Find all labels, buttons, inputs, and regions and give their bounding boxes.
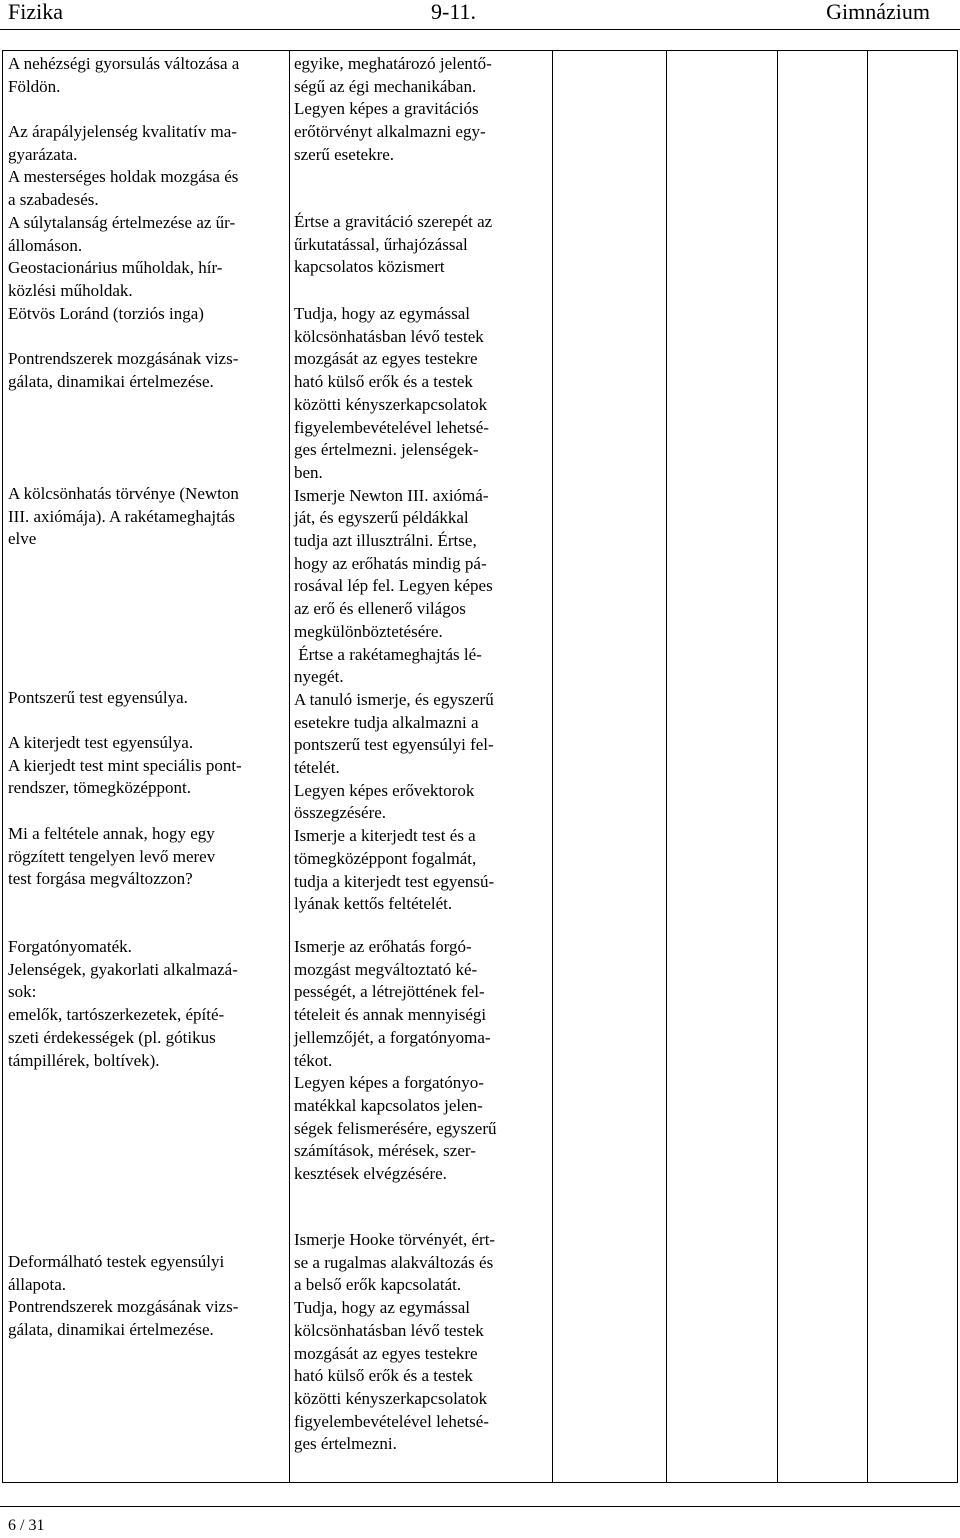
text-line: esetekre tudja alkalmazni a [294, 712, 479, 732]
text-line: ges értelmezni. [294, 1434, 397, 1454]
text-line: ségek felismerésére, egyszerű [294, 1118, 497, 1138]
column-divider [867, 51, 868, 1482]
text-line: számítások, mérések, szer- [294, 1141, 476, 1161]
text-line: pességét, a létrejöttének fel- [294, 982, 485, 1002]
text-line: tételét. [294, 758, 340, 778]
text-line: Jelenségek, gyakorlati alkalmazá- [8, 959, 238, 979]
text-line: A tanuló ismerje, és egyszerű [294, 689, 494, 709]
text-line: ben. [294, 462, 323, 482]
text-line: Értse a rakétameghajtás lé- [294, 644, 482, 664]
text-line: kapcsolatos közismert [294, 257, 445, 277]
text-line: Eötvös Loránd (torziós inga) [8, 303, 204, 323]
text-line: Deformálható testek egyensúlyi [8, 1252, 225, 1271]
text-line: rosával lép fel. Legyen képes [294, 576, 493, 596]
text-line: A mesterséges holdak mozgása és [8, 167, 239, 187]
text-line: kölcsönhatásban lévő testek [294, 1320, 484, 1340]
text-line: figyelembevételével lehetsé- [294, 1411, 489, 1431]
text-line: az erő és ellenerő világos [294, 599, 466, 619]
text-line: szeti érdekességek (pl. gótikus [8, 1027, 216, 1047]
text-block [8, 936, 238, 1072]
text-block [294, 53, 492, 167]
header-school: Gimnázium [826, 0, 930, 24]
text-line: közötti kényszerkapcsolatok [294, 394, 488, 414]
text-line: tudja a kiterjedt test egyensú- [294, 871, 495, 891]
text-line: Mi a feltétele annak, hogy egy [8, 824, 215, 843]
text-line: tételeit és annak mennyiségi [294, 1005, 487, 1025]
text-line: egyike, meghatározó jelentő- [294, 54, 492, 73]
text-line: közötti kényszerkapcsolatok [294, 1388, 488, 1408]
text-line: se a rugalmas alakváltozás és [294, 1252, 494, 1272]
text-line: ható külső erők és a testek [294, 1366, 473, 1386]
text-line: a szabadesés. [8, 190, 99, 210]
text-block [8, 348, 238, 393]
text-line: ját, és egyszerű példákkal [294, 508, 469, 528]
text-line: állomáson. [8, 235, 83, 255]
text-line: Az árapályjelenség kvalitatív ma- [8, 122, 237, 141]
text-line: támpillérek, boltívek). [8, 1050, 160, 1070]
header-grade: 9-11. [431, 0, 477, 24]
text-line: kesztések elvégzésére. [294, 1164, 447, 1184]
text-line: rögzített tengelyen levő merev [8, 846, 216, 866]
text-line: Ismerje az erőhatás forgó- [294, 937, 472, 956]
text-line: elve [8, 529, 37, 549]
text-line: Pontrendszerek mozgásának vizs- [8, 1297, 239, 1317]
text-line: Ismerje Hooke törvényét, ért- [294, 1230, 496, 1249]
text-line: erőtörvényt alkalmazni egy- [294, 122, 486, 142]
text-line: Legyen képes erővektorok [294, 780, 475, 800]
text-line: ges értelmezni. jelenségek- [294, 440, 479, 460]
page-number: 6 / 31 [8, 1517, 45, 1534]
text-line: figyelembevételével lehetsé- [294, 417, 489, 437]
text-line: ségű az égi mechanikában. [294, 76, 477, 96]
text-line: tudja azt illusztrálni. Értse, [294, 531, 477, 551]
text-line: Tudja, hogy az egymással [294, 1298, 470, 1318]
text-line: űrkutatással, űrhajózással [294, 234, 468, 254]
text-line: tékot. [294, 1050, 333, 1070]
footer-rule [0, 1506, 960, 1507]
column-divider [552, 51, 553, 1482]
text-block [8, 483, 239, 551]
text-line: szerű esetekre. [294, 144, 395, 164]
text-line: Ismerje a kiterjedt test és a [294, 826, 476, 846]
text-line: Legyen képes a forgatónyo- [294, 1073, 484, 1093]
text-line: hogy az erőhatás mindig pá- [294, 553, 487, 573]
text-line: sok: [8, 982, 37, 1002]
text-block [8, 823, 215, 891]
text-line: állapota. [8, 1274, 67, 1294]
text-line: Geostacionárius műholdak, hír- [8, 258, 223, 278]
column-divider [777, 51, 778, 1482]
text-line: tömegközéppont fogalmát, [294, 848, 477, 868]
text-line: A súlytalanság értelmezése az űr- [8, 212, 236, 232]
text-line: Pontrendszerek mozgásának vizs- [8, 349, 239, 368]
text-line: összegzésére. [294, 803, 387, 823]
text-block [8, 121, 238, 325]
text-line: rendszer, tömegközéppont. [8, 778, 191, 798]
text-line: A kölcsönhatás törvénye (Newton [8, 484, 239, 503]
page-header [0, 0, 960, 30]
text-block [8, 53, 239, 98]
column-divider [666, 51, 667, 1482]
text-block [294, 211, 492, 279]
text-line: megkülönböztetésére. [294, 621, 443, 641]
text-line: gálata, dinamikai értelmezése. [8, 1320, 214, 1340]
text-block [8, 1251, 238, 1342]
text-line: mozgást megváltoztató ké- [294, 959, 478, 979]
text-line: Tudja, hogy az egymással [294, 304, 470, 323]
text-line: ható külső erők és a testek [294, 372, 473, 392]
text-line: kölcsönhatásban lévő testek [294, 326, 484, 346]
text-line: A kierjedt test mint speciális pont- [8, 755, 242, 775]
text-line: mozgását az egyes testekre [294, 349, 478, 369]
text-line: mozgását az egyes testekre [294, 1343, 478, 1363]
text-block [8, 732, 242, 800]
column-divider [289, 51, 290, 1482]
text-line: Legyen képes a gravitációs [294, 99, 479, 119]
text-block [294, 1229, 495, 1456]
text-line: gálata, dinamikai értelmezése. [8, 371, 214, 391]
header-subject: Fizika [8, 0, 63, 24]
text-line: lyának kettős feltételét. [294, 894, 453, 914]
text-line: gyarázata. [8, 144, 78, 164]
text-block [8, 687, 188, 710]
text-line: közlési műholdak. [8, 280, 133, 300]
text-line: Ismerje Newton III. axiómá- [294, 485, 489, 505]
text-line: Földön. [8, 76, 61, 96]
text-line: emelők, tartószerkezetek, építé- [8, 1005, 225, 1025]
text-line: jellemzőjét, a forgatónyoma- [294, 1027, 491, 1047]
text-line: pontszerű test egyensúlyi fel- [294, 735, 494, 755]
text-line: matékkal kapcsolatos jelen- [294, 1095, 483, 1115]
text-line: III. axiómája). A rakétameghajtás [8, 506, 236, 526]
text-line: Forgatónyomaték. [8, 937, 132, 956]
text-block [294, 303, 494, 916]
text-line: A kiterjedt test egyensúlya. [8, 733, 194, 752]
text-block [294, 936, 496, 1186]
text-line: nyegét. [294, 667, 344, 687]
text-line: Pontszerű test egyensúlya. [8, 688, 188, 707]
text-line: a belső erők kapcsolatát. [294, 1275, 462, 1295]
text-line: A nehézségi gyorsulás változása a [8, 54, 240, 73]
text-line: Értse a gravitáció szerepét az [294, 212, 493, 231]
text-line: test forgása megváltozzon? [8, 869, 193, 889]
